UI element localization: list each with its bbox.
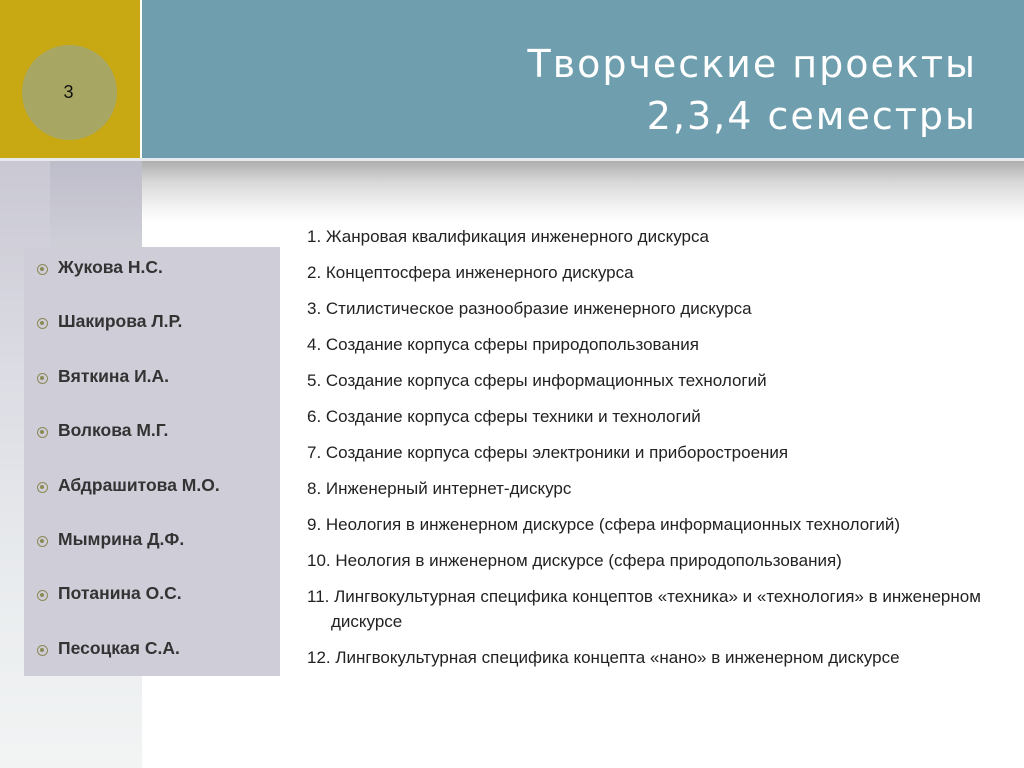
- author-item: [37, 366, 280, 420]
- author-item: [37, 638, 280, 692]
- authors-panel: [24, 247, 280, 676]
- author-name: Потанина О.С.: [58, 583, 182, 604]
- slide-number: 3: [63, 82, 74, 102]
- author-name: Мымрина Д.Ф.: [58, 528, 185, 549]
- author-name: Абдрашитова М.О.: [58, 474, 220, 495]
- topic-item: 9. Неология в инженерном дискурсе (сфера информационных технологий): [307, 515, 901, 534]
- author-item: [37, 420, 280, 474]
- author-item: [37, 311, 280, 365]
- slide-title-line-1: Творческие проекты: [527, 42, 977, 86]
- bullet-ring-icon: [37, 427, 48, 438]
- topic-item: 11. Лингвокультурная специфика концептов «техника» и «технология» в инженерном дискурсе: [307, 587, 981, 631]
- topic-item: 6. Создание корпуса сферы техники и технологий: [307, 407, 701, 426]
- topic-item: 7. Создание корпуса сферы электроники и приборостроения: [307, 443, 789, 462]
- author-item: [37, 583, 280, 637]
- bullet-ring-icon: [37, 318, 48, 329]
- author-name: Волкова М.Г.: [58, 420, 169, 441]
- slide-title-line-2: 2,3,4 семестры: [646, 94, 977, 138]
- topics-list: [307, 224, 987, 681]
- topic-item: 2. Концептосфера инженерного дискурса: [307, 263, 634, 282]
- topic-item: 12. Лингвокультурная специфика концепта «нано» в инженерном дискурсе: [307, 648, 900, 667]
- topic-item: 5. Создание корпуса сферы информационных технологий: [307, 371, 767, 390]
- topic-item: 3. Стилистическое разнообразие инженерного дискурса: [307, 299, 752, 318]
- author-name: Вяткина И.А.: [58, 365, 170, 386]
- author-name: Жукова Н.С.: [58, 257, 163, 277]
- topic-item: 4. Создание корпуса сферы природопользования: [307, 335, 699, 354]
- author-item: [37, 475, 280, 529]
- author-item: [37, 257, 280, 311]
- bullet-ring-icon: [37, 590, 48, 601]
- slide-number-badge: [22, 45, 117, 140]
- bullet-ring-icon: [37, 482, 48, 493]
- bullet-ring-icon: [37, 373, 48, 384]
- bullet-ring-icon: [37, 645, 48, 656]
- authors-list: [24, 247, 280, 692]
- topic-item: 8. Инженерный интернет-дискурс: [307, 479, 572, 498]
- author-name: Песоцкая С.А.: [58, 637, 180, 658]
- header-shadow: [142, 161, 1024, 223]
- left-decor-block: [50, 158, 142, 248]
- topic-item: 1. Жанровая квалификация инженерного дискурса: [307, 227, 709, 246]
- author-name: Шакирова Л.Р.: [58, 311, 183, 332]
- bullet-ring-icon: [37, 264, 48, 275]
- topic-item: 10. Неология в инженерном дискурсе (сфера природопользования): [307, 551, 842, 570]
- author-item: [37, 529, 280, 583]
- slide-title: [377, 38, 977, 142]
- bullet-ring-icon: [37, 536, 48, 547]
